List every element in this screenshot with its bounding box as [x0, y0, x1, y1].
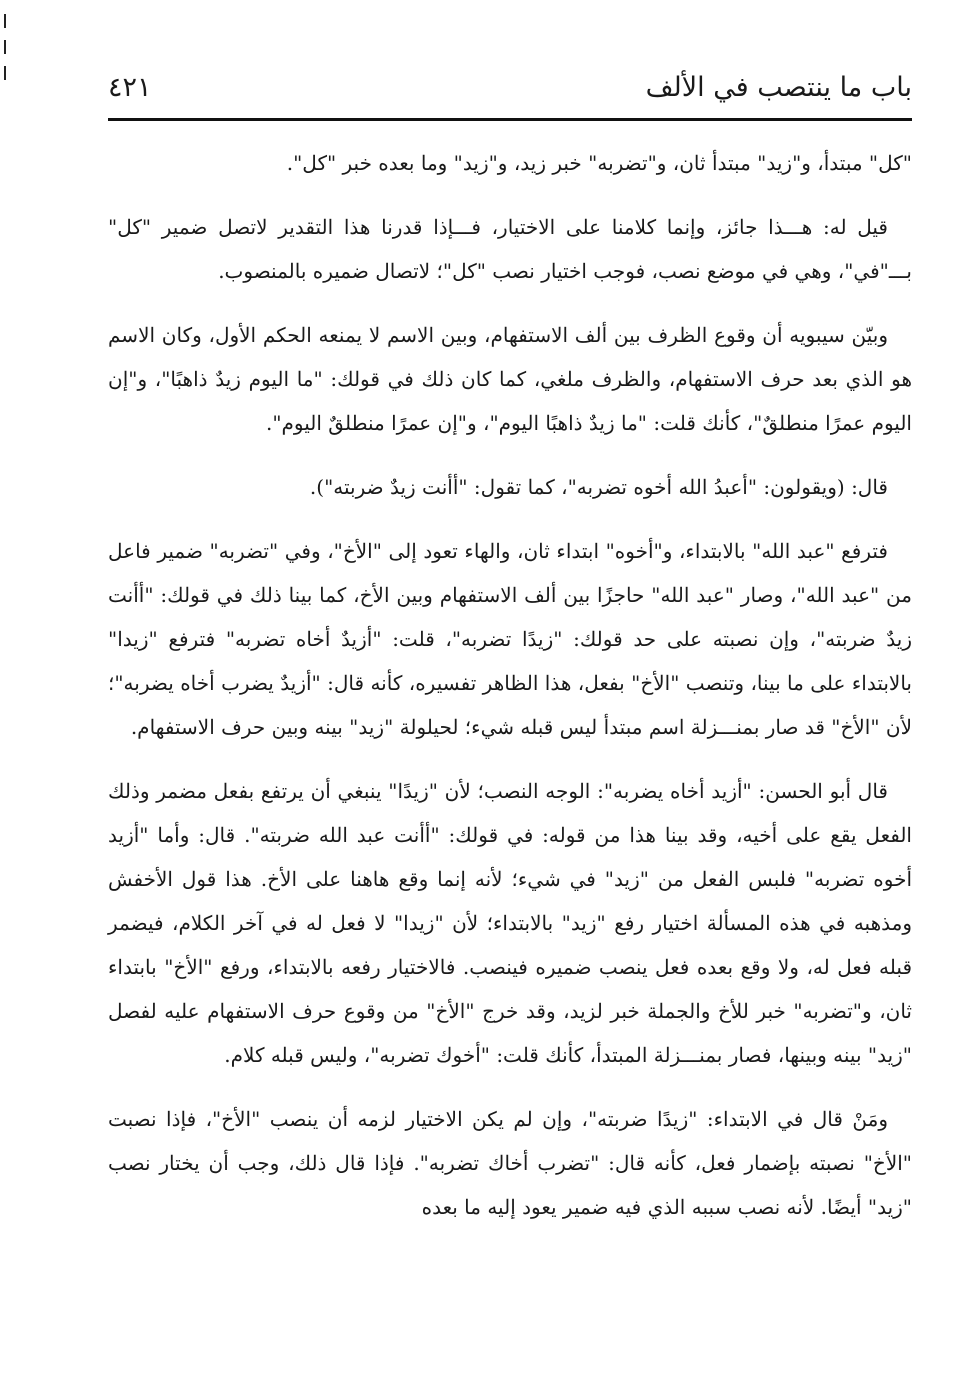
paragraph: فترفع "عبد الله" بالابتداء، و"أخوه" ابتداء ثان، والهاء تعود إلى "الأخ"، وفي "تضربه" ضمير فاعل من "عبد الله"، وصار "عبد الله" حاجزًا بين ألف الاستفهام وبين الأخ، كما بينا ذلك في قولك: "أأنت زيدٌ ضربته"، وإن نصبته على حد قولك: "زيدًا تضربه"، قلت: "أزيدٌ أخاه تضربه" فترفع "زيدا" بالابتداء على ما بينا، وتنصب "الأخ" بفعل، هذا الظاهر تفسيره، كأنه قال: "أزيدٌ يضرب أخاه يضربه"؛ لأن "الأخ" قد صار بمنـــزلة اسم مبتدأ ليس قبله شيء؛ لحيلولة "زيد" بينه وبين حرف الاستفهام.: [108, 539, 912, 739]
margin-mark: [4, 14, 6, 28]
paragraph: قال: (ويقولون: "أعبدُ الله أخوه تضربه"، كما تقول: "أأنت زيدٌ ضربته").: [309, 475, 888, 499]
paragraph: وبيّن سيبويه أن وقوع الظرف بين ألف الاستفهام، وبين الاسم لا يمنعه الحكم الأول، وكان الاسم هو الذي بعد حرف الاستفهام، والظرف ملغي، كما كان ذلك في قولك: "ما اليوم زيدٌ ذاهبًا"، و"إن اليوم عمرًا منطلقٌ"، كأنك قلت: "ما زيدٌ ذاهبًا اليوم"، و"إن عمرًا منطلقٌ اليوم".: [108, 323, 912, 435]
paragraph: ومَنْ قال في الابتداء: "زيدًا ضربته"، وإن لم يكن الاختيار لزمه أن ينصب "الأخ"، فإذا نصبت "الأخ" نصبته بإضمار فعل، كأنه قال: "تضرب أخاك تضربه". فإذا قال ذلك، وجب أن يختار نصب "زيد" أيضًا. لأنه نصب سببه الذي فيه ضمير يعود إليه ما بعده: [108, 1107, 912, 1219]
margin-marks: [4, 14, 6, 92]
running-title: باب ما ينتصب في الألف: [645, 72, 912, 103]
margin-mark: [4, 40, 6, 54]
paragraph: قال أبو الحسن: "أزيد أخاه يضربه": الوجه النصب؛ لأن "زيدًا" ينبغي أن يرتفع بفعل مضمر وذلك الفعل يقع على أخيه، وقد بينا هذا من قوله: في قولك: "أأنت عبد الله ضربته". قال: وأما "أزيد أخوه تضربه" فلبس الفعل من "زيد" في شيء؛ لأنه إنما وقع هاهنا على الأخ. هذا قول الأخفش ومذهبه في هذه المسألة اختيار رفع "زيد" بالابتداء؛ لأن "زيدا" لا فعل له في آخر الكلام، فيضمر قبله فعل له، ولا وقع بعده فعل ينصب ضميره فينصب. فالاختيار رفعه بالابتداء، ورفع "الأخ" بابتداء ثان، و"تضربه" خبر للأخ والجملة خبر لزيد، وقد خرج "الأخ" من وقوع حرف الاستفهام عليه لفصل "زيد" بينه وبينها، فصار بمنـــزلة المبتدأ، كأنك قلت: "أخوك تضربه"، وليس قبله كلام.: [108, 779, 912, 1067]
book-page: [108, 66, 912, 1249]
page-header: [108, 66, 912, 106]
paragraph: قيل له: هـــذا جائز، وإنما كلامنا على الاختيار، فـــإذا قدرنا هذا التقدير لاتصل ضمير "كل" بـــ"في"، وهي في موضع نصب، فوجب اختيار نصب "كل"؛ لاتصال ضميره بالمنصوب.: [108, 215, 912, 283]
page-number: ٤٢١: [108, 72, 152, 103]
header-rule: [108, 118, 912, 121]
paragraph: "كل" مبتدأ، و"زيد" مبتدأ ثان، و"تضربه" خبر زيد، و"زيد" وما بعده خبر "كل".: [286, 151, 912, 175]
margin-mark: [4, 66, 6, 80]
body-text: [108, 141, 912, 1229]
